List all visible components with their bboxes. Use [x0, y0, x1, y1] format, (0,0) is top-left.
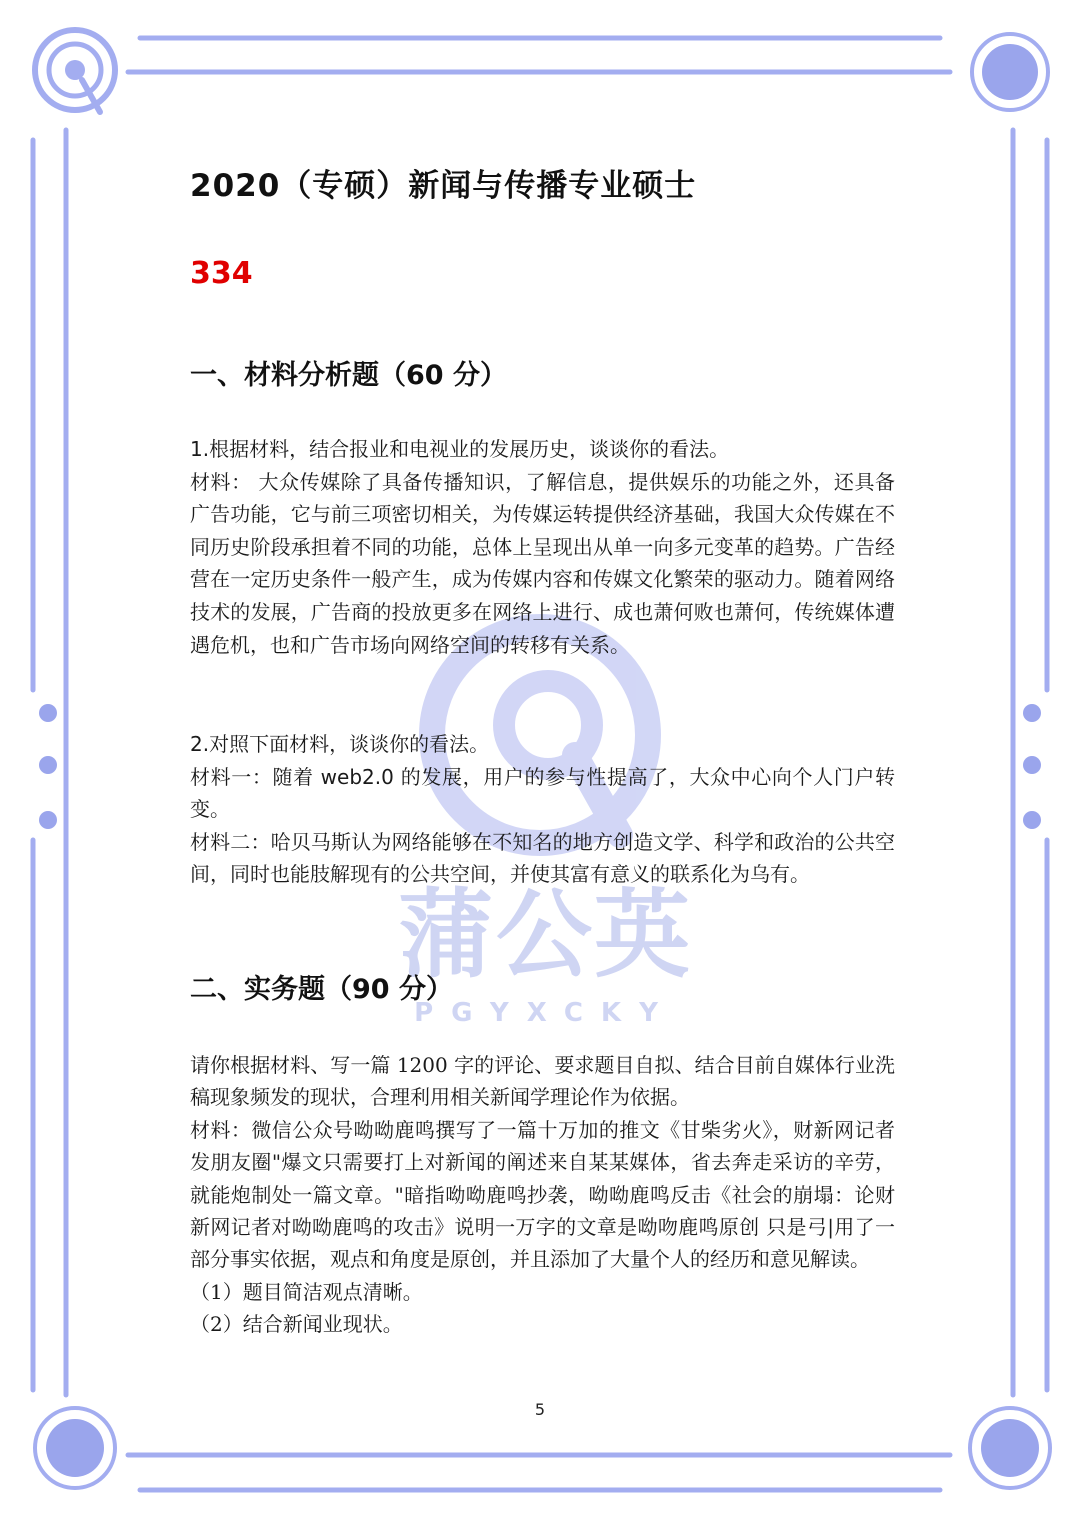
corner-circle-icon	[970, 1408, 1050, 1488]
question-material: 材料： 大众传媒除了具备传播知识，了解信息，提供娱乐的功能之外，还具备广告功能，它与前三项密切相关，为传媒运转提供经济基础，我国大众传媒在不同历史阶段承担着不同的功能，总体上呈现出从单一向多元变革的趋势。广告经营在一定历史条件一般产生，成为传媒内容和传媒文化繁荣的驱动力。随着网络技术的发展，广告商的投放更多在网络上进行、成也萧何败也萧何，传统媒体遭遇危机，也和广告市场向网络空间的转移有关系。	[190, 469, 895, 657]
watermark-brand: 蒲公英	[398, 879, 692, 991]
corner-logo-icon	[35, 30, 115, 112]
corner-circle-icon	[972, 34, 1048, 110]
practice-question	[190, 1049, 895, 1341]
section-heading-practice: 二、实务题（90 分）	[190, 974, 453, 1005]
watermark-pinyin: PGYXCKY	[414, 998, 676, 1028]
question-prompt: 1.根据材料，结合报业和电视业的发展历史，谈谈你的看法。	[190, 437, 730, 461]
question-material: 材料二：哈贝马斯认为网络能够在不知名的地方创造文学、科学和政治的公共空间，同时也能肢解现有的公共空间，并使其富有意义的联系化为乌有。	[190, 829, 895, 887]
question-2	[190, 728, 895, 891]
requirement-item: （2）结合新闻业现状。	[190, 1312, 403, 1337]
question-material: 材料一：随着 web2.0 的发展，用户的参与性提高了，大众中心向个人门户转变。	[190, 764, 895, 822]
question-instruction: 请你根据材料、写一篇 1200 字的评论、要求题目自拟、结合目前自媒体行业洗稿现象频发的现状，合理利用相关新闻学理论作为依据。	[190, 1053, 895, 1110]
question-material: 材料：微信公众号呦呦鹿鸣撰写了一篇十万加的推文《甘柴劣火》，财新网记者发朋友圈"爆文只需要打上对新闻的阐述来自某某媒体，省去奔走采访的辛劳，就能炮制处一篇文章。"暗指呦呦鹿鸣抄袭，呦呦鹿鸣反击《社会的崩塌：论财新网记者对呦呦鹿鸣的攻击》说明一万字的文章是呦吻鹿鸣原创 只是弓|用了一部分事实依据，观点和角度是原创，并且添加了大量个人的经历和意见解读。	[190, 1117, 895, 1272]
section-heading-material-analysis: 一、材料分析题（60 分）	[190, 360, 507, 391]
page-number: 5	[534, 1400, 546, 1419]
question-1	[190, 433, 895, 661]
requirement-item: （1）题目简洁观点清晰。	[190, 1279, 423, 1304]
exam-code: 334	[190, 256, 253, 291]
corner-circle-icon	[35, 1408, 115, 1488]
question-prompt: 2.对照下面材料，谈谈你的看法。	[190, 732, 490, 756]
page-title: 2020（专硕）新闻与传播专业硕士	[190, 168, 697, 204]
